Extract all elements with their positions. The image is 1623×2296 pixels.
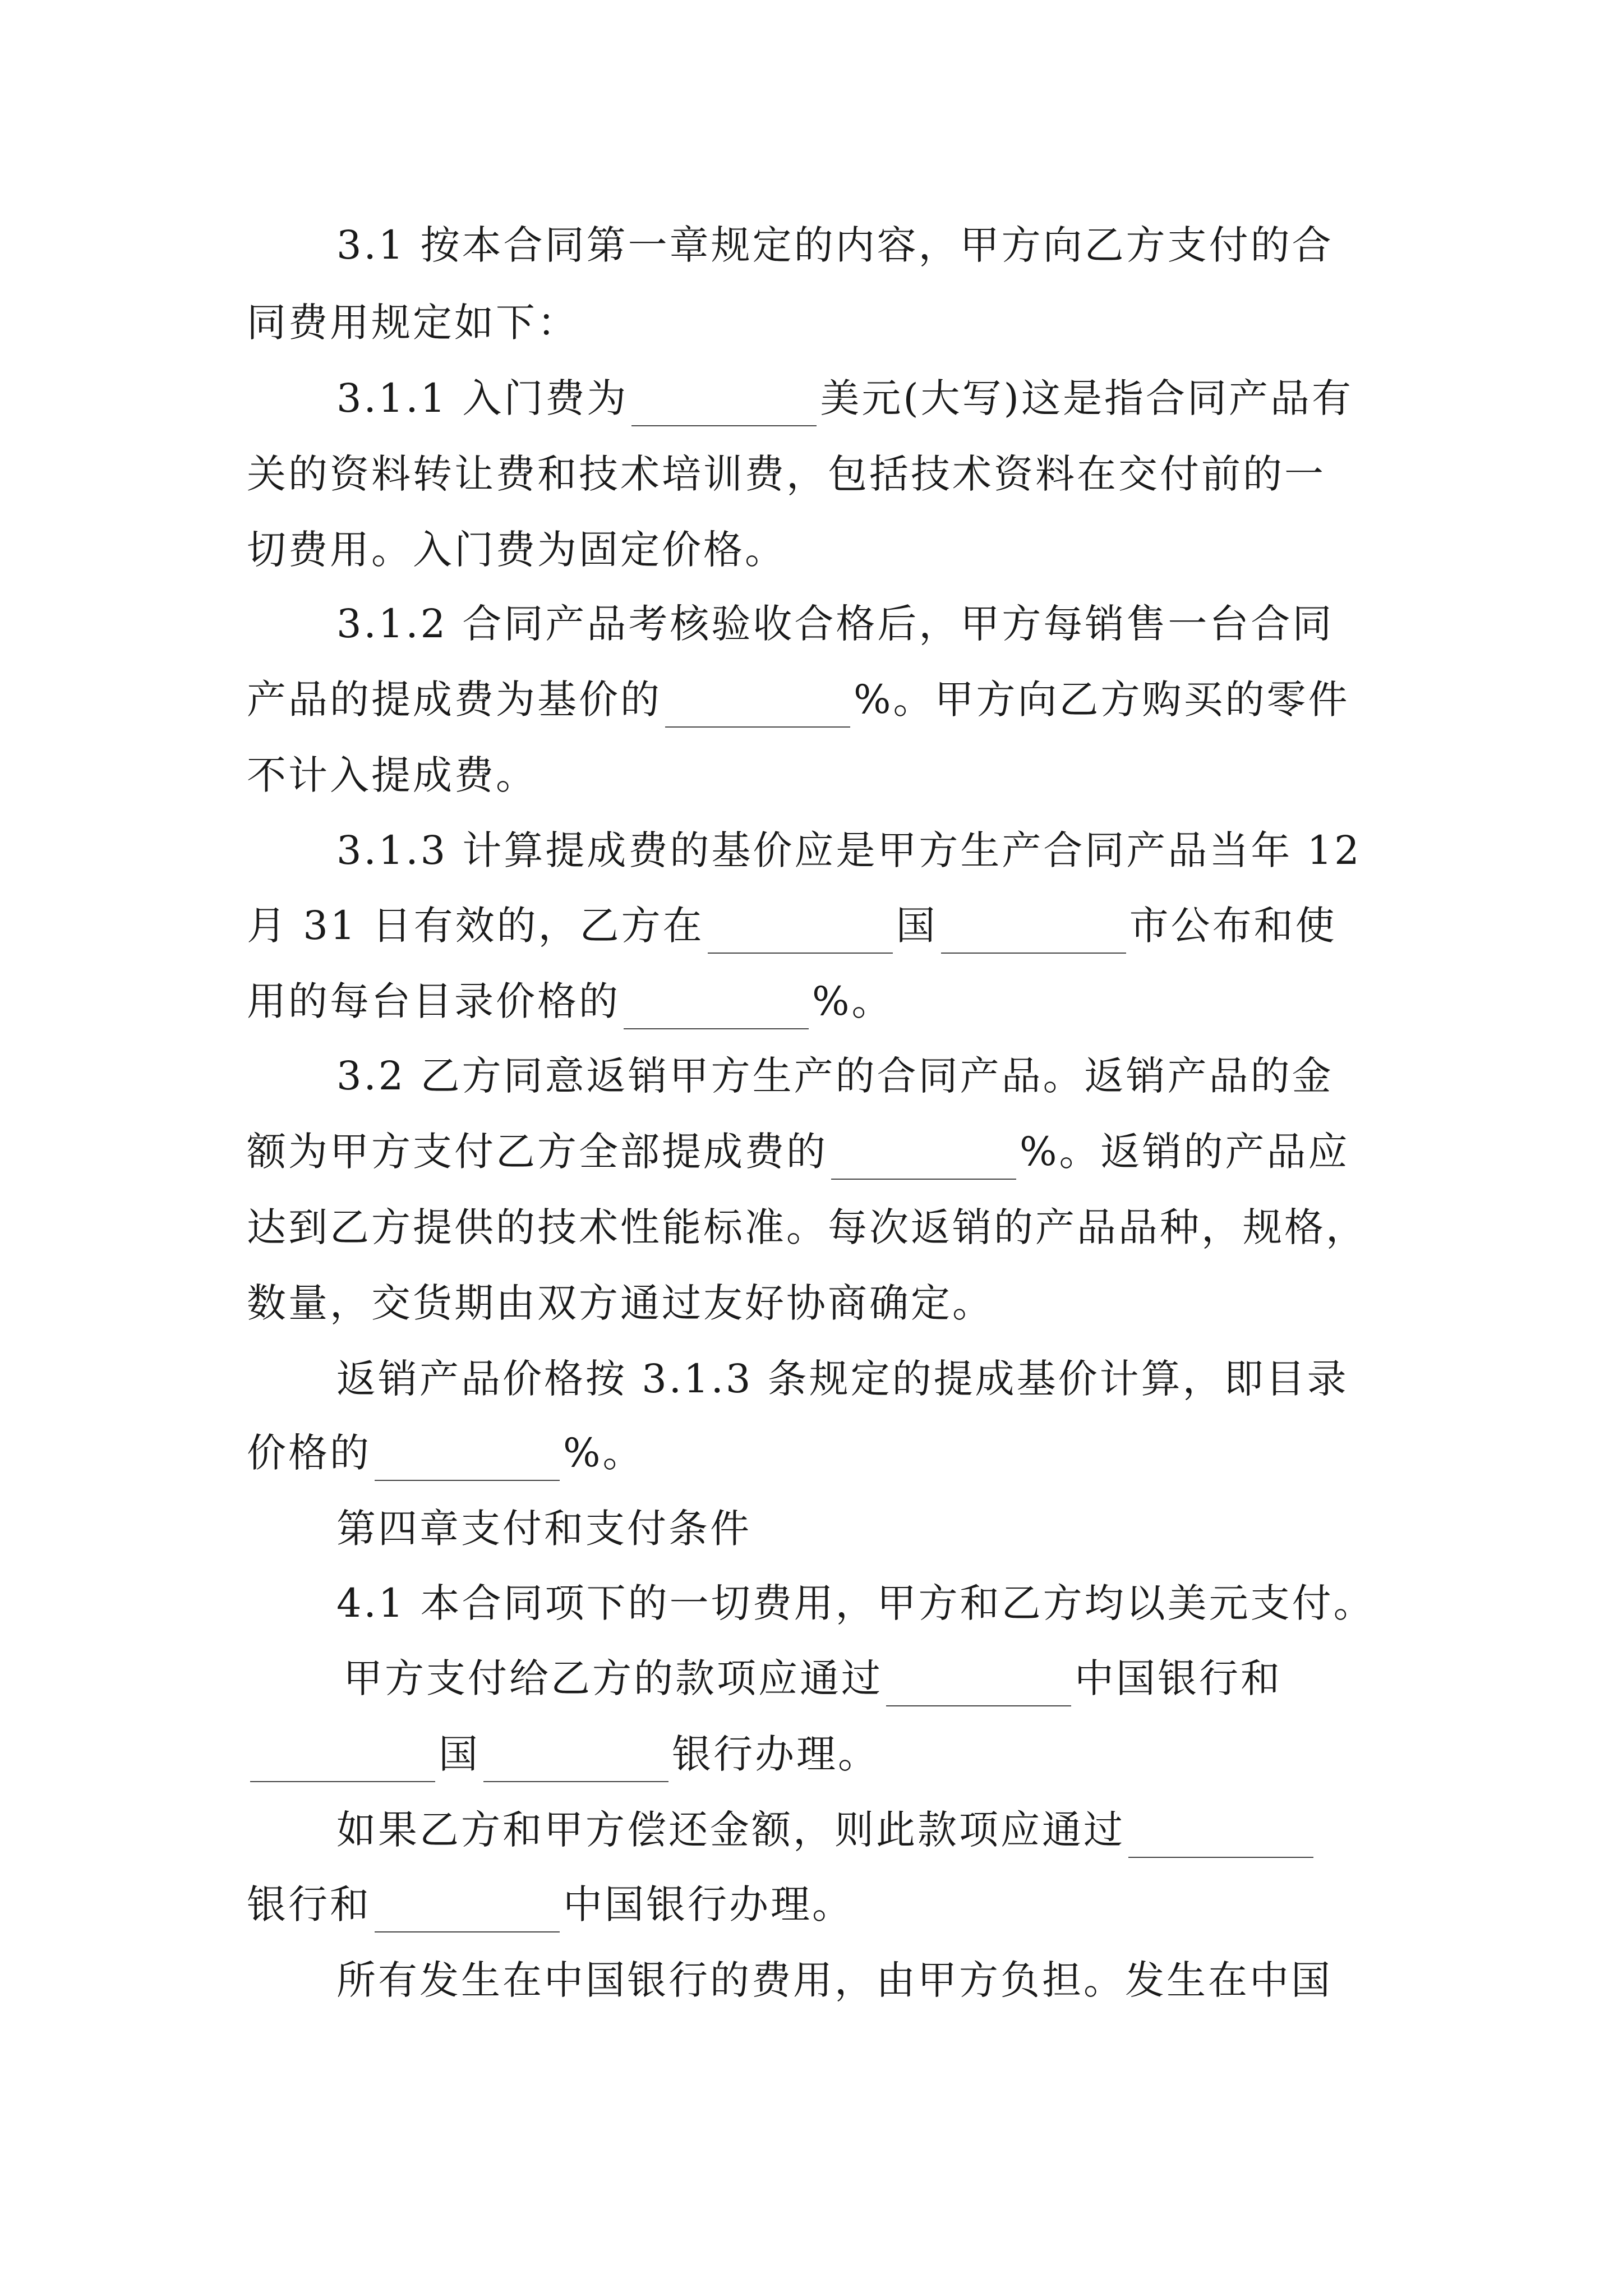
- text-segment: 不计入提成费。: [247, 752, 537, 798]
- text-segment: %。: [812, 978, 893, 1024]
- fill-in-blank[interactable]: [665, 682, 850, 728]
- text-segment: 3.1 按本合同第一章规定的内容，甲方向乙方支付的合: [336, 222, 1334, 268]
- text-segment: %。甲方向乙方购买的零件: [854, 677, 1350, 723]
- fill-in-blank[interactable]: [375, 1887, 560, 1932]
- paragraph-line: [247, 295, 579, 351]
- text-segment: 价格的: [247, 1430, 371, 1476]
- text-segment: 3.2 乙方同意返销甲方生产的合同产品。返销产品的金: [336, 1053, 1334, 1099]
- text-segment: 3.1.2 合同产品考核验收合格后，甲方每销售一台合同: [336, 601, 1334, 647]
- text-segment: 产品的提成费为基价的: [247, 677, 662, 723]
- text-segment: %。返销的产品应: [1020, 1129, 1350, 1175]
- paragraph-line: [336, 217, 1334, 273]
- fill-in-blank[interactable]: [483, 1736, 668, 1782]
- paragraph-line: [336, 370, 1353, 426]
- text-segment: 切费用。入门费为固定价格。: [247, 527, 786, 573]
- paragraph-line: [247, 1425, 644, 1481]
- paragraph-line: [247, 747, 537, 803]
- text-segment: 额为甲方支付乙方全部提成费的: [247, 1129, 828, 1175]
- text-segment: 甲方支付给乙方的款项应通过: [343, 1655, 883, 1701]
- text-segment: 数量，交货期由双方通过友好协商确定。: [247, 1280, 994, 1326]
- paragraph-line: [336, 1575, 1375, 1631]
- paragraph-line: [247, 898, 1337, 954]
- paragraph-line: [247, 1726, 879, 1782]
- text-segment: 国: [439, 1731, 480, 1777]
- paragraph-line: [336, 822, 1362, 878]
- text-segment: 银行办理。: [672, 1731, 879, 1777]
- text-segment: 美元(大写)这是指合同产品有: [820, 375, 1353, 421]
- paragraph-line: [336, 1351, 1349, 1407]
- text-segment: %。: [563, 1430, 644, 1476]
- paragraph-line: [336, 596, 1334, 652]
- fill-in-blank[interactable]: [375, 1435, 560, 1481]
- fill-in-blank[interactable]: [1128, 1812, 1313, 1858]
- paragraph-line: [247, 671, 1350, 728]
- text-segment: 如果乙方和甲方偿还金额，则此款项应通过: [336, 1807, 1125, 1853]
- paragraph-line: [336, 1802, 1317, 1858]
- text-segment: 市公布和使: [1129, 903, 1337, 949]
- paragraph-line: [247, 1124, 1350, 1180]
- paragraph-line: [247, 973, 893, 1029]
- text-segment: 返销产品价格按 3.1.3 条规定的提成基价计算，即目录: [336, 1356, 1349, 1402]
- paragraph-line: [336, 1952, 1332, 2008]
- paragraph-line: [247, 446, 1326, 502]
- text-segment: 中国银行和: [1075, 1655, 1282, 1701]
- text-segment: 国: [896, 903, 938, 949]
- text-segment: 3.1.1 入门费为: [336, 375, 629, 421]
- fill-in-blank[interactable]: [631, 380, 817, 426]
- text-segment: 3.1.3 计算提成费的基价应是甲方生产合同产品当年 12: [336, 827, 1362, 873]
- fill-in-blank[interactable]: [708, 908, 893, 954]
- text-segment: 用的每台目录价格的: [247, 978, 620, 1024]
- text-segment: 同费用规定如下：: [247, 300, 579, 346]
- text-segment: 4.1 本合同项下的一切费用，甲方和乙方均以美元支付。: [336, 1580, 1375, 1626]
- fill-in-blank[interactable]: [831, 1134, 1016, 1180]
- fill-in-blank[interactable]: [886, 1660, 1071, 1706]
- paragraph-line: [343, 1650, 1282, 1706]
- paragraph-line: [247, 1199, 1367, 1255]
- text-segment: 达到乙方提供的技术性能标准。每次返销的产品品种，规格，: [247, 1204, 1367, 1250]
- fill-in-blank[interactable]: [624, 983, 809, 1029]
- text-segment: 所有发生在中国银行的费用，由甲方负担。发生在中国: [336, 1957, 1332, 2003]
- paragraph-line: [247, 1275, 994, 1331]
- paragraph-line: [247, 522, 786, 578]
- text-segment: 月 31 日有效的，乙方在: [247, 903, 704, 949]
- paragraph-line: [336, 1048, 1334, 1104]
- text-segment: 银行和: [247, 1881, 371, 1927]
- fill-in-blank[interactable]: [250, 1736, 435, 1782]
- section-heading: [336, 1501, 751, 1557]
- text-segment: 关的资料转让费和技术培训费，包括技术资料在交付前的一: [247, 451, 1326, 497]
- text-segment: 第四章支付和支付条件: [336, 1506, 751, 1552]
- text-segment: 中国银行办理。: [563, 1881, 854, 1927]
- paragraph-line: [247, 1876, 854, 1932]
- fill-in-blank[interactable]: [941, 908, 1126, 954]
